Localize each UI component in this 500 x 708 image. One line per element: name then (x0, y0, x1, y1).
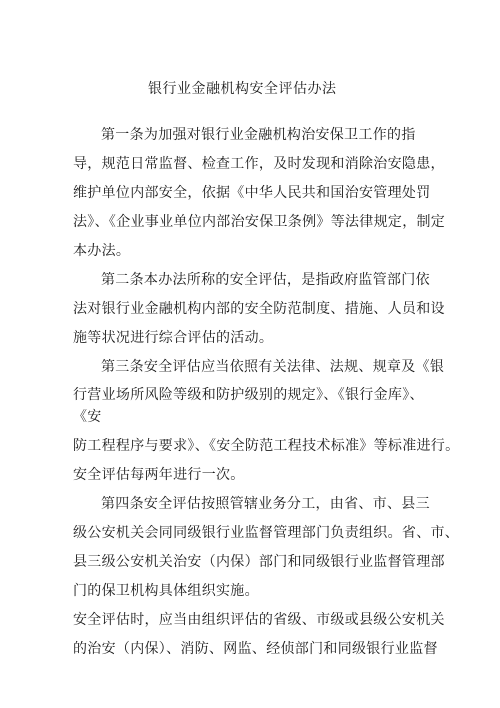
paragraph-line: 法对银行业金融机构内部的安全防范制度、措施、人员和设 (73, 301, 445, 317)
paragraph-line: 第四条安全评估按照管辖业务分工，由省、市、县三 (101, 496, 430, 512)
paragraph-line: 县三级公安机关治安（内保）部门和同级银行业监督管理部 (73, 554, 445, 570)
paragraph-line: 《安 (73, 409, 102, 425)
paragraph-line: 第一条为加强对银行业金融机构治安保卫工作的指 (101, 127, 416, 143)
paragraph-line: 安全评估时，应当由组织评估的省级、市级或县级公安机关 (73, 612, 445, 628)
paragraph-line: 施等状况进行综合评估的活动。 (73, 330, 274, 346)
paragraph-line: 第三条安全评估应当依照有关法律、法规、规章及《银 (101, 359, 445, 375)
paragraph-line: 的治安（内保）、消防、网监、经侦部门和同级银行业监督 (73, 641, 438, 657)
paragraph-line: 门的保卫机构具体组织实施。 (73, 583, 259, 599)
paragraph-line: 行营业场所风险等级和防护级别的规定》、《银行金库》、 (73, 387, 424, 403)
paragraph-line: 法》、《企业事业单位内部治安保卫条例》等法律规定，制定 (73, 214, 446, 230)
paragraph-line: 级公安机关会同同级银行业监督管理部门负责组织。省、市、 (73, 525, 460, 541)
paragraph-line: 维护单位内部安全，依据《中华人民共和国治安管理处罚 (73, 185, 431, 201)
paragraph-line: 安全评估每两年进行一次。 (73, 467, 245, 483)
paragraph-line: 导，规范日常监督、检查工作，及时发现和消除治安隐患， (73, 156, 445, 172)
document-title: 银行业金融机构安全评估办法 (148, 81, 337, 97)
paragraph-line: 本办法。 (73, 243, 131, 259)
paragraph-line: 防工程程序与要求》、《安全防范工程技术标准》等标准进行。 (73, 438, 460, 454)
paragraph-line: 第二条本办法所称的安全评估，是指政府监管部门依 (101, 272, 430, 288)
